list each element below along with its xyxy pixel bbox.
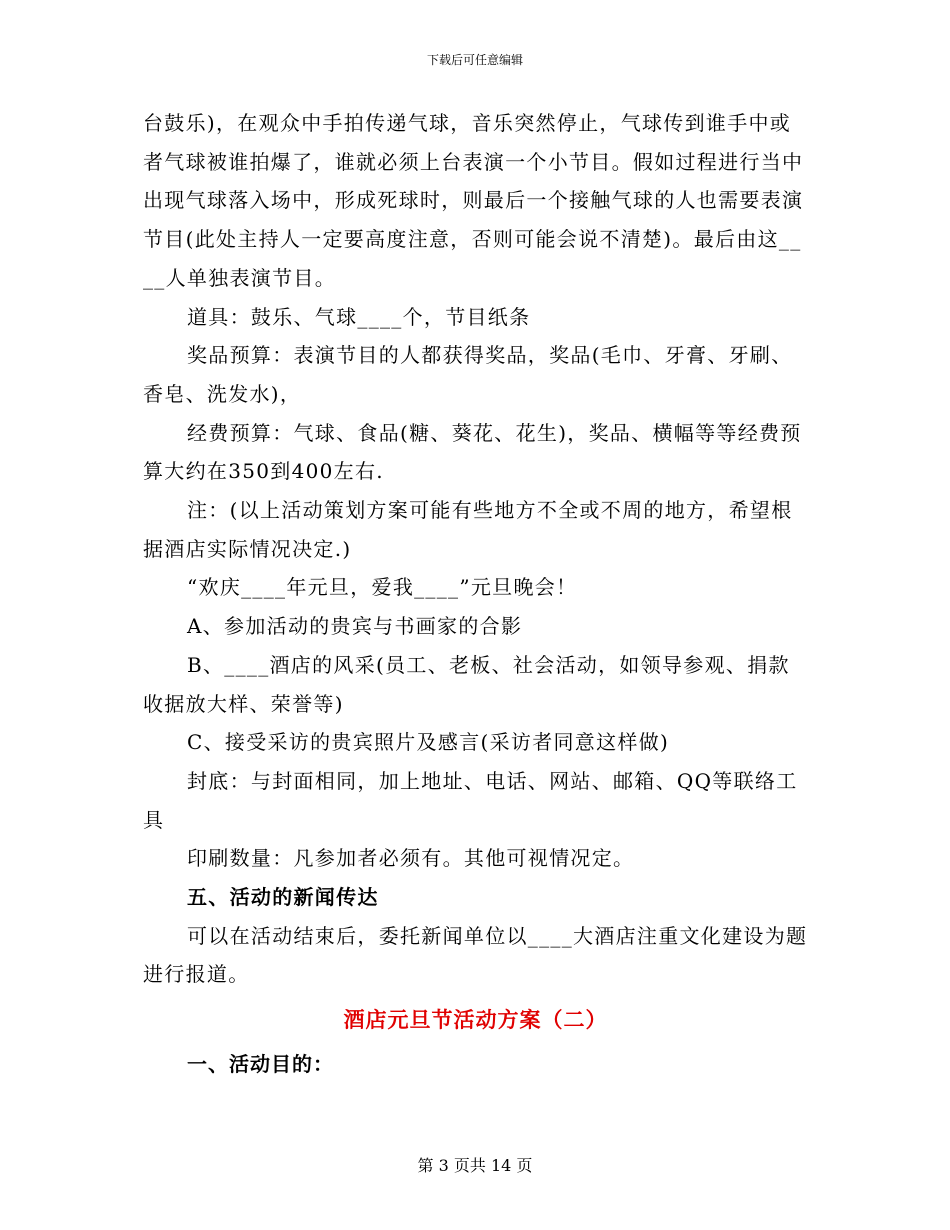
subsection-heading: 一、活动目的： [187, 1052, 334, 1077]
paragraph-item-c: C、接受采访的贵宾照片及感言(采访者同意这样做) [187, 730, 670, 755]
paragraph-expense-budget: 经费预算：气球、食品(糖、葵花、花生)，奖品、横幅等等经费预算大约在350到400左右. [143, 420, 802, 484]
page-footer: 第 3 页共 14 页 [417, 1156, 533, 1175]
page-header: 下载后可任意编辑 [426, 53, 523, 67]
paragraph-props: 道具：鼓乐、气球____个，节目纸条 [187, 304, 531, 329]
section-title: 酒店元旦节活动方案（二） [343, 1007, 608, 1033]
paragraph-back-cover: 封底：与封面相同，加上地址、电话、网站、邮箱、QQ等联络工具 [143, 768, 798, 832]
paragraph-balloon-game: 台鼓乐)，在观众中手拍传递气球，音乐突然停止，气球传到谁手中或者气球被谁拍爆了，谁就必须上台表演一个小节目。假如过程进行当中出现气球落入场中，形成死球时，则最后一个接触气球的人也需要表演节目(此处主持人一定要高度注意，否则可能会说不清楚)。最后由这____人单独表演节目。 [143, 111, 804, 290]
section-five-body: 可以在活动结束后，委托新闻单位以____大酒店注重文化建设为题进行报道。 [143, 923, 808, 987]
paragraph-gala-title: “欢庆____年元旦，爱我____”元旦晚会！ [187, 575, 578, 600]
paragraph-item-b: B、____酒店的风采(员工、老板、社会活动，如领导参观、捐款收据放大样、荣誉等) [143, 652, 790, 716]
paragraph-note: 注：(以上活动策划方案可能有些地方不全或不周的地方，希望根据酒店实际情况决定.) [143, 498, 793, 561]
section-five-heading: 五、活动的新闻传达 [187, 885, 379, 910]
paragraph-print-quantity: 印刷数量：凡参加者必须有。其他可视情况定。 [187, 846, 635, 871]
paragraph-prize-budget: 奖品预算：表演节目的人都获得奖品，奖品(毛巾、牙膏、牙刷、香皂、洗发水)， [143, 343, 793, 406]
paragraph-item-a: A、参加活动的贵宾与书画家的合影 [187, 614, 523, 639]
document-body [143, 104, 808, 1084]
